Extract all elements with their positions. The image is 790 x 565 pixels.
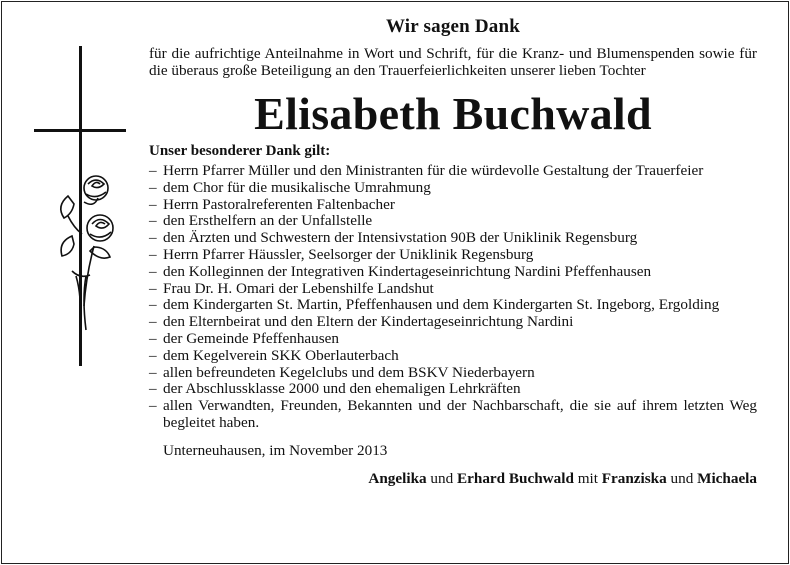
thanks-item: – den Kolleginnen der Integrativen Kindertageseinrichtung Nardini Pfeffenhausen <box>149 264 757 281</box>
thanks-item: – Herrn Pfarrer Häussler, Seelsorger der Uniklinik Regensburg <box>149 247 757 264</box>
thanks-item: – allen Verwandten, Freunden, Bekannten und der Nachbarschaft, die sie auf ihrem letzten Weg begleitet haben. <box>149 398 757 432</box>
signature-preposition: mit <box>577 469 598 487</box>
thanks-item: – dem Kegelverein SKK Oberlauterbach <box>149 348 757 365</box>
thanks-item: – der Gemeinde Pfeffenhausen <box>149 331 757 348</box>
signature-conjunction: und <box>430 469 454 487</box>
thanks-item: – dem Kindergarten St. Martin, Pfeffenhausen und dem Kindergarten St. Ingeborg, Ergolding <box>149 297 757 314</box>
thanks-item: – allen befreundeten Kegelclubs und dem BSKV Niederbayern <box>149 365 757 382</box>
thanks-item: – dem Chor für die musikalische Umrahmung <box>149 180 757 197</box>
place-date: Unterneuhausen, im November 2013 <box>163 441 388 459</box>
thanks-item: – Herrn Pfarrer Müller und den Ministranten für die würdevolle Gestaltung der Trauerfeier <box>149 163 757 180</box>
signature-name-erhard: Erhard Buchwald <box>457 469 574 487</box>
thanks-item: – Frau Dr. H. Omari der Lebenshilfe Landshut <box>149 281 757 298</box>
signature-name-franziska: Franziska <box>601 469 667 487</box>
thanks-item: – den Elternbeirat und den Eltern der Kindertageseinrichtung Nardini <box>149 314 757 331</box>
thanks-subheading: Unser besonderer Dank gilt: <box>149 143 331 159</box>
thanks-item: – den Ärzten und Schwestern der Intensivstation 90B der Uniklinik Regensburg <box>149 230 757 247</box>
signature-conjunction: und <box>670 469 694 487</box>
signature-name-angelika: Angelika <box>368 469 427 487</box>
thanks-item: – der Abschlussklasse 2000 und den ehemaligen Lehrkräften <box>149 381 757 398</box>
thanks-item: – den Ersthelfern an der Unfallstelle <box>149 213 757 230</box>
thanks-list <box>149 163 757 432</box>
rose-icon <box>61 176 113 330</box>
notice-content <box>149 16 757 488</box>
signature-line <box>149 470 757 488</box>
cross-with-roses-illustration <box>28 46 138 366</box>
signature-name-michaela: Michaela <box>697 469 757 487</box>
deceased-name: Elisabeth Buchwald <box>254 88 652 139</box>
notice-heading: Wir sagen Dank <box>385 16 521 37</box>
thanks-item: – Herrn Pastoralreferenten Faltenbacher <box>149 197 757 214</box>
intro-text: für die aufrichtige Anteilnahme in Wort und Schrift, für die Kranz- und Blumenspenden sowie für die überaus große Beteiligung an den Trauerfeierlichkeiten unserer lieben Tochter <box>149 45 757 79</box>
